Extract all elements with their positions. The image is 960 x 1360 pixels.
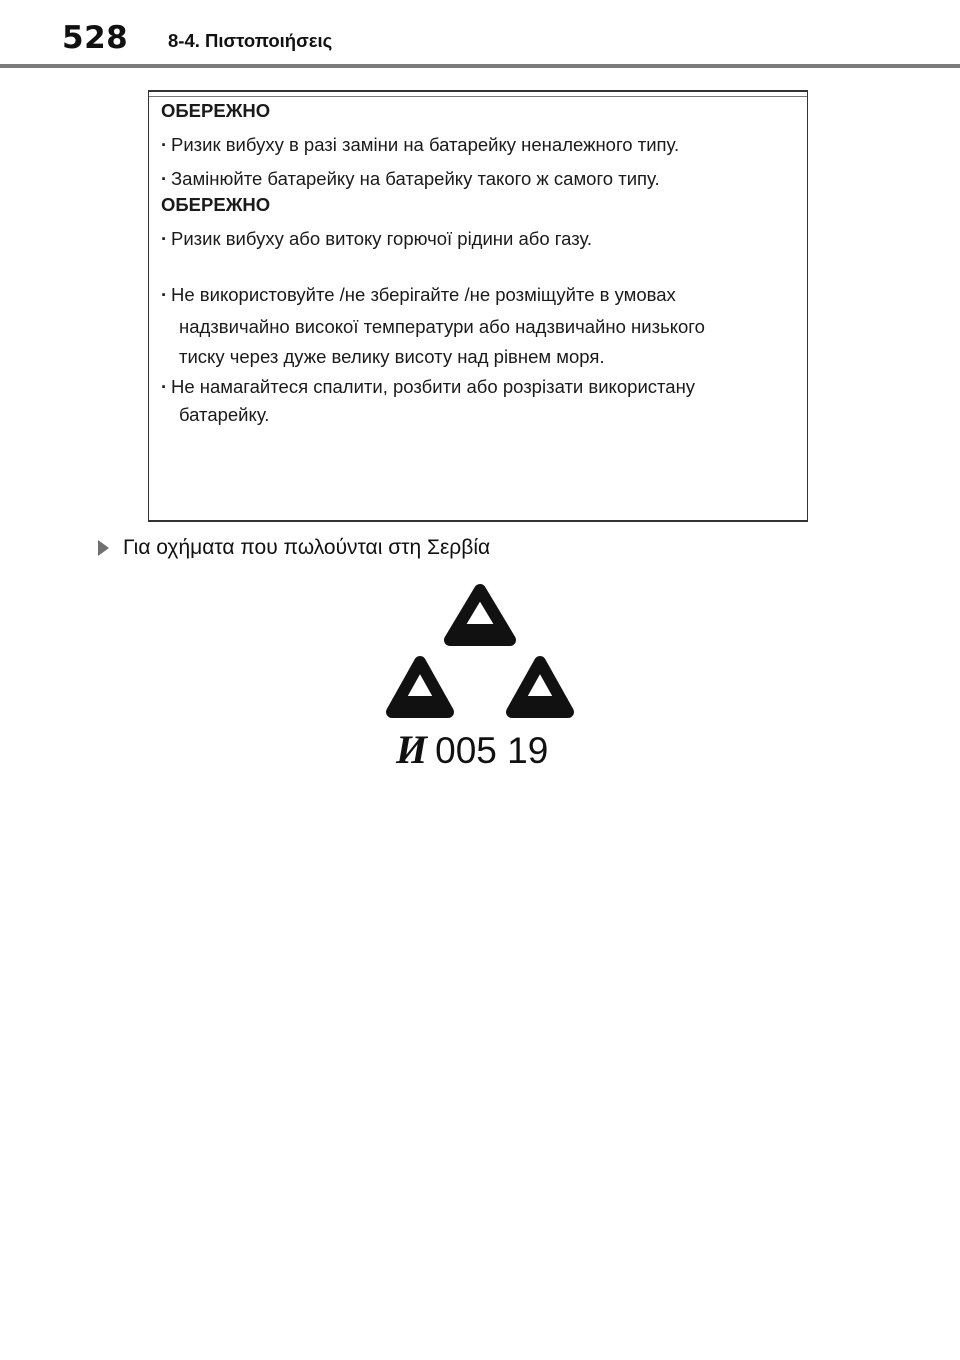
caution-item [161, 170, 660, 189]
approval-code [396, 726, 548, 773]
section-title: 8-4. Πιστοποιήσεις [168, 30, 333, 51]
caution-item-continuation: надзвичайно високої температури або надзвичайно низького [179, 316, 705, 337]
caution-item-continuation: тиску через дуже велику висоту над рівнем моря. [179, 346, 605, 367]
caution-item [161, 378, 695, 397]
triangle-bullet-icon [98, 540, 109, 556]
caution-item-text: Ризик вибуху в разі заміни на батарейку неналежного типу. [171, 134, 680, 155]
approval-number: 005 19 [435, 730, 549, 771]
caution-heading: ОБЕРЕЖНО [161, 194, 271, 215]
header-divider [0, 64, 960, 68]
caution-box [148, 90, 808, 522]
caution-item [161, 136, 679, 155]
page-header [0, 0, 960, 68]
caution-item [161, 230, 592, 249]
caution-item-continuation: батарейку. [179, 404, 270, 425]
caution-item-text: Не використовуйте /не зберігайте /не розміщуйте в умовах [171, 284, 676, 305]
caution-item-text: Не намагайтеся спалити, розбити або розрізати використану [171, 376, 696, 397]
caution-box-inner-rule [149, 96, 807, 97]
caution-item [161, 286, 676, 305]
approval-letter: И [396, 727, 428, 772]
caution-heading: ОБЕРЕЖНО [161, 100, 271, 121]
serbia-subheading [98, 536, 490, 560]
page-number: 528 [62, 20, 129, 56]
serbia-label: Για οχήματα που πωλούνται στη Σερβία [123, 536, 491, 559]
caution-item-text: Ризик вибуху або витоку горючої рідини або газу. [171, 228, 593, 249]
caution-item-text: Замінюйте батарейку на батарейку такого ж самого типу. [171, 168, 660, 189]
